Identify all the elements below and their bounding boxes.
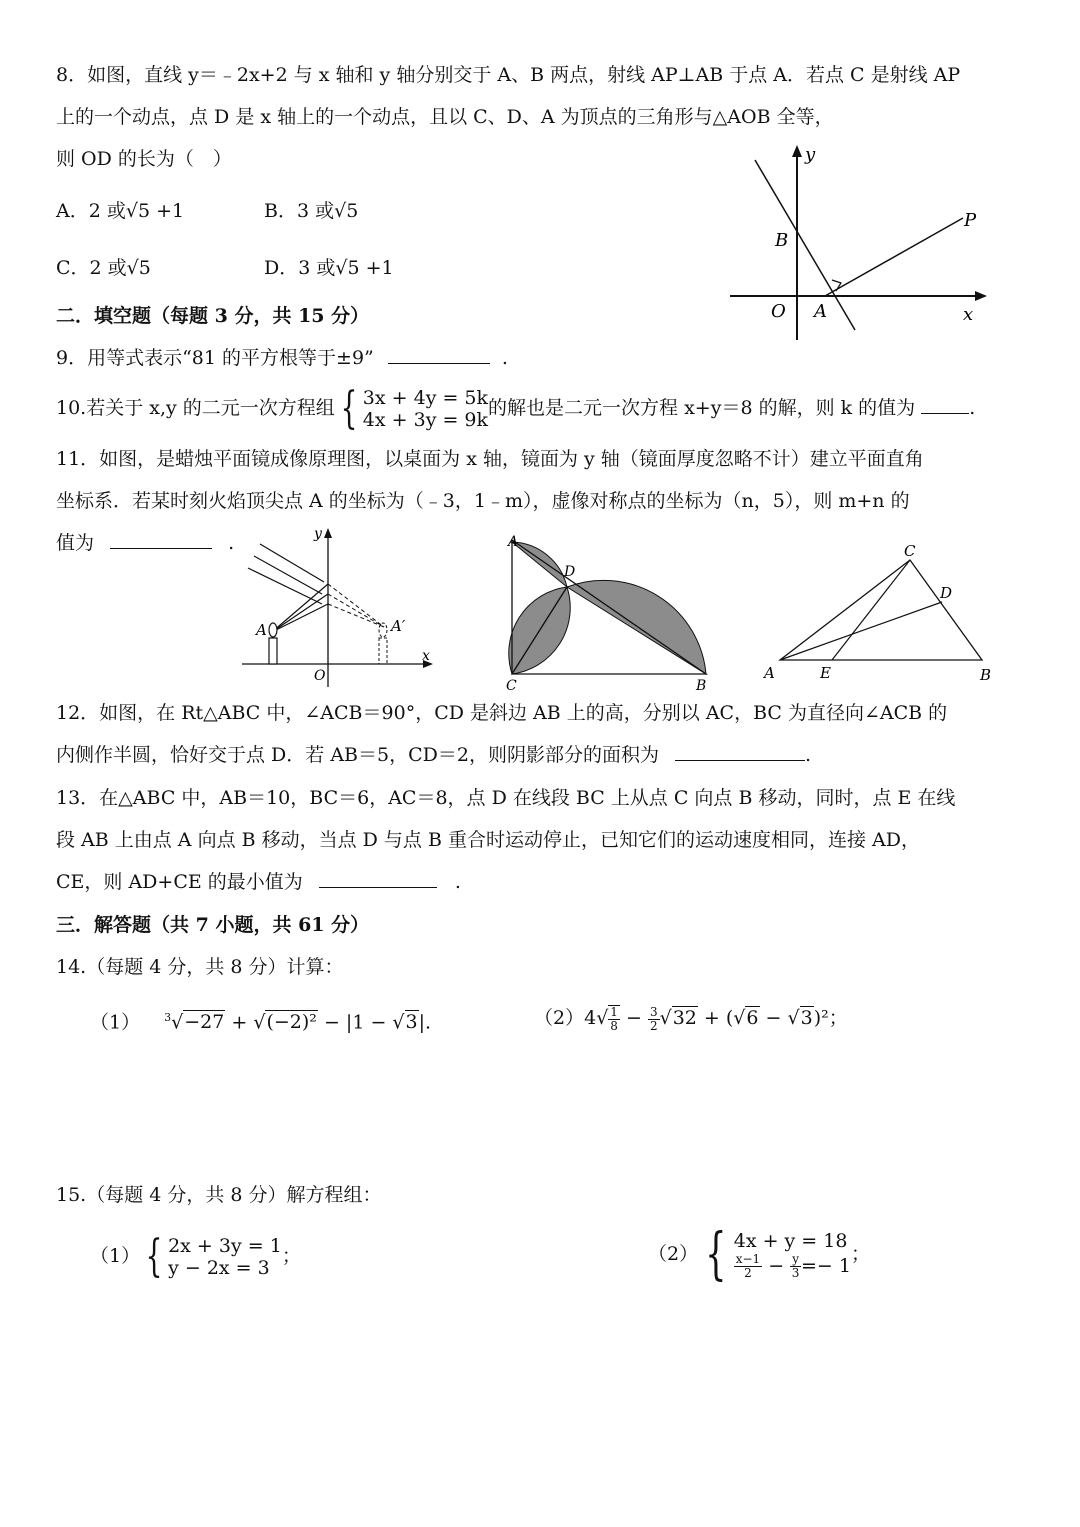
q14-title: 14.（每题 4 分，共 8 分）计算： [56,956,344,978]
q13-fig-label-d: D [940,584,953,602]
q8-option-a: A．2 或√5 +1 [56,200,185,222]
q15-p2-label: （2） [648,1243,699,1265]
q10-prefix: 10.若关于 x,y 的二元一次方程组 [56,397,335,419]
q13-fig-label-c: C [904,542,916,560]
q14-p1-end: |. [418,1011,432,1034]
q11-answer-blank [110,530,212,549]
q13-figure [760,540,1000,688]
q15-p2-minus: − [762,1254,791,1277]
q14-part-2: （2）4√ $\frac{1}{8}$ − $\frac{3}{2}$ √32 + (√6 − √3)²； [534,1004,848,1033]
q14-p1-radicand-1: −27 [184,1011,225,1034]
q15-p2-frac-b-num: y [792,1252,799,1267]
q11-fig-label-o: O [314,668,326,684]
q12-line-2 [56,742,811,768]
q10-answer-blank [921,395,969,414]
q12-answer-blank [675,742,805,761]
q14-p1-radicand-2: (−2)² [266,1011,317,1034]
section-2-title: 二．填空题（每题 3 分，共 15 分） [56,305,370,327]
q9 [56,345,508,371]
q13-fig-label-b: B [980,666,992,684]
q14-p2-radicand-2: 6 [746,1007,759,1029]
q8-line-1: 8．如图，直线 y＝﹣2x+2 与 x 轴和 y 轴分别交于 A、B 两点，射线 AP⊥AB 于点 A．若点 C 是射线 AP [56,64,961,86]
q11-fig-label-a: A [256,621,267,639]
q8-fig-label-b: B [775,230,789,251]
q9-answer-blank [388,345,490,364]
q14-p2-minus: − [619,1007,648,1029]
q15-part-1 [90,1230,301,1282]
q15-p2-rhs: =− 1 [800,1254,851,1277]
q15-p2-frac-a-num: x−1 [735,1252,761,1267]
q10-end: . [969,397,976,419]
q15-part-2 [648,1222,870,1286]
q15-p1-eq1: 2x + 3y = 1 [168,1235,282,1257]
q14-p2-mid2: − [759,1007,788,1029]
q14-p2-label: （2）4 [534,1007,597,1029]
q11-line-3-text: 值为 [56,532,95,554]
q13-line-3 [56,869,461,895]
q8-option-d: D．3 或√5 +1 [264,257,394,279]
q8-fig-label-x: x [963,304,974,325]
q11-figure [238,522,438,690]
q12-fig-label-a: A [508,534,519,550]
q15-p1-label: （1） [90,1245,141,1267]
q9-end: . [501,347,508,369]
q15-title: 15.（每题 4 分，共 8 分）解方程组： [56,1184,382,1206]
q14-p1-index: 3 [164,1011,172,1024]
q10-eq2: 4x + 3y = 9k [362,409,489,431]
q14-p2-radicand-1: 32 [672,1007,697,1029]
q15-p2-brace: { [705,1222,727,1287]
q10-system [363,387,488,431]
q10-suffix: 的解也是二元一次方程 x+y＝8 的解，则 k 的值为 [488,397,916,419]
q15-p2-frac-b-den: 3 [791,1266,800,1281]
q14-p2-frac2-num: 3 [649,1004,658,1019]
q11-fig-label-y: y [314,526,322,542]
q8-line-3: 则 OD 的长为（ ） [56,148,232,170]
q15-p1-eq2: y − 2x = 3 [168,1257,270,1279]
q15-p2-end: ； [850,1243,870,1265]
q13-fig-label-a: A [764,664,775,682]
q8-option-c: C．2 或√5 [56,257,151,279]
q11-fig-label-a-prime: A′ [391,617,406,635]
q13-answer-blank [319,869,437,888]
q14-p1-radicand-3: 3 [405,1011,418,1034]
q14-part-1: （1） $^3$√−27 + √(−2)² − |1 − √3|. [90,1011,432,1034]
q12-fig-label-c: C [506,678,517,692]
q8-fig-label-y: y [805,144,816,165]
q12-fig-label-d: D [564,564,576,580]
q15-p1-brace: { [145,1231,163,1282]
q12-fig-label-b: B [696,678,707,692]
q15-p1-system [168,1235,282,1279]
q15-p2-system [734,1230,851,1281]
q8-option-b: B．3 或√5 [264,200,359,222]
q13-line-3-text: CE，则 AD+CE 的最小值为 [56,871,303,893]
section-3-title: 三．解答题（共 7 小题，共 61 分） [56,914,370,936]
q14-p2-frac1-den: 8 [610,1019,618,1033]
q13-fig-label-e: E [820,664,831,682]
q12-line-2-text: 内侧作半圆，恰好交于点 D．若 AB＝5，CD＝2，则阴影部分的面积为 [56,744,659,766]
q15-p2-eq1: 4x + y = 18 [733,1229,848,1252]
q12-line-1: 12．如图，在 Rt△ABC 中，∠ACB＝90°，CD 是斜边 AB 上的高，分别以 AC，BC 为直径向∠ACB 的 [56,702,948,724]
q14-p1-label: （1） [90,1011,141,1034]
q8-line-2: 上的一个动点，点 D 是 x 轴上的一个动点，且以 C、D、A 为顶点的三角形与△AOB 全等， [56,106,834,128]
q11-fig-label-x: x [422,648,430,664]
q10 [56,382,975,434]
q14-p2-mid: + ( [697,1007,734,1029]
q9-text: 9．用等式表示“81 的平方根等于±9” [56,347,374,369]
q14-p2-frac2-den: 2 [649,1018,658,1033]
q13-end: . [454,871,461,893]
q8-figure [725,140,995,345]
q13-line-2: 段 AB 上由点 A 向点 B 移动，当点 D 与点 B 重合时运动停止，已知它们的运动速度相同，连接 AD， [56,829,920,851]
q10-brace: { [340,383,358,434]
q14-p2-frac1-num: 1 [610,1005,618,1019]
q11-line-3 [56,530,234,556]
q11-line-2: 坐标系．若某时刻火焰顶尖点 A 的坐标为（﹣3，1﹣m），虚像对称点的坐标为（n，5），则 m+n 的 [56,490,910,512]
q8-fig-label-o: O [771,301,786,322]
q11-line-1: 11．如图，是蜡烛平面镜成像原理图，以桌面为 x 轴，镜面为 y 轴（镜面厚度忽略不计）建立平面直角 [56,448,924,470]
q14-p2-end: )²； [813,1007,848,1029]
q11-end: . [228,532,235,554]
q12-figure [500,530,725,692]
q14-p1-abs: − |1 − [317,1011,393,1034]
q15-p2-frac-a-den: 2 [744,1266,752,1281]
q14-p1-plus: + [225,1011,254,1034]
q13-line-1: 13．在△ABC 中，AB＝10，BC＝6，AC＝8，点 D 在线段 BC 上从点 C 向点 B 移动，同时，点 E 在线 [56,787,956,809]
q10-eq1: 3x + 4y = 5k [362,387,489,409]
q12-end: . [805,744,812,766]
q8-fig-label-a: A [814,301,827,322]
q15-p1-end: ； [281,1245,301,1267]
q14-p2-radicand-3: 3 [800,1007,813,1029]
q8-fig-label-p: P [964,210,977,231]
